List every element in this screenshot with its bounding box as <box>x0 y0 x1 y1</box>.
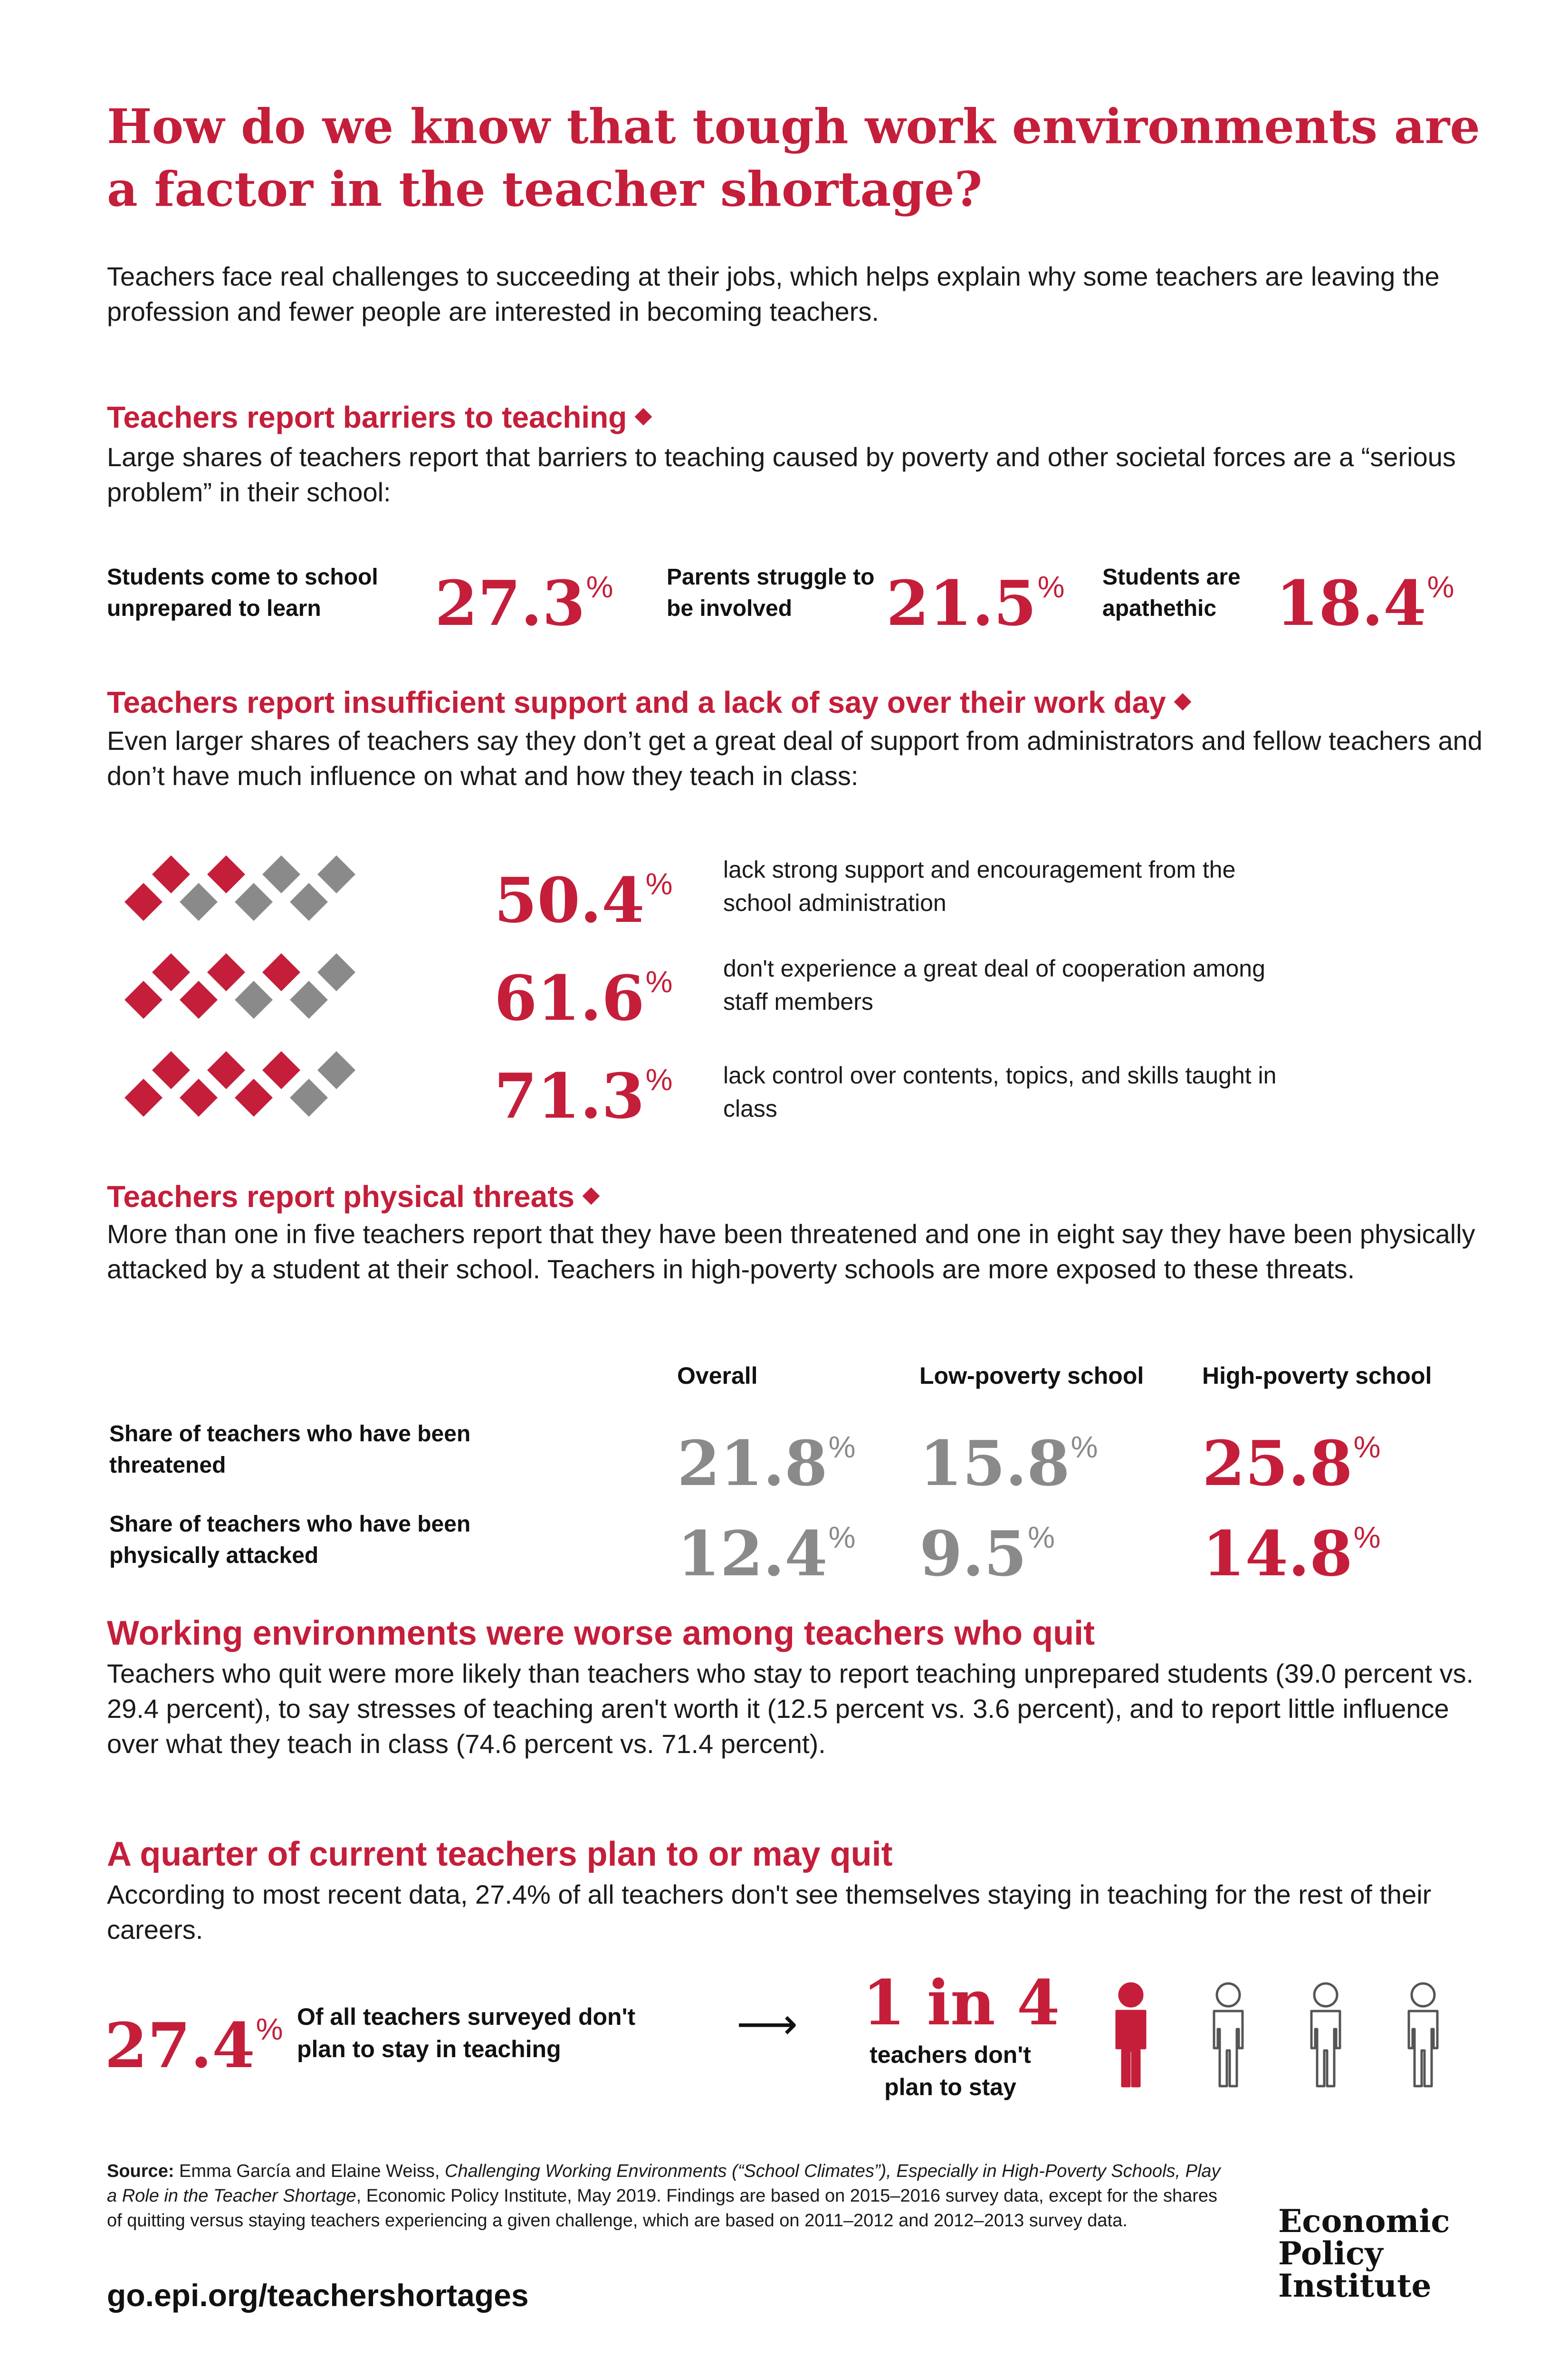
quarter-heading: A quarter of current teachers plan to or may quit <box>107 1835 893 1873</box>
diamond-empty <box>290 981 328 1019</box>
person-icon-outline <box>1311 1983 1340 2086</box>
person-icon-outline <box>1409 1983 1437 2086</box>
threatened-overall: 21.8% <box>677 1427 856 1500</box>
diamond-empty <box>290 1079 328 1117</box>
threat-row-label-1: Share of teachers who have been threatened <box>109 1421 471 1478</box>
support-value-1: 50.4% <box>494 864 673 937</box>
threat-row-label-2: Share of teachers who have been physically attacked <box>109 1512 471 1568</box>
diamond-empty <box>235 981 273 1019</box>
diamond-empty <box>317 1051 355 1089</box>
epi-logo: Economic Policy Institute <box>1278 2203 1450 2304</box>
barrier-label-3: Students are apathethic <box>1102 565 1241 621</box>
support-label-3: lack control over contents, topics, and skills taught in class <box>723 1062 1277 1122</box>
attacked-overall: 12.4% <box>677 1517 856 1590</box>
ratio-value: 1 in 4 <box>862 1966 1060 2039</box>
diamond-filled <box>262 953 300 991</box>
threatened-low-poverty: 15.8% <box>919 1427 1098 1500</box>
diamond-filled <box>207 1051 245 1089</box>
diamond-empty <box>317 953 355 991</box>
teacher-figures <box>1102 1982 1482 2100</box>
diamond-filled <box>180 981 218 1019</box>
attacked-low-poverty: 9.5% <box>919 1517 1055 1590</box>
support-text: Even larger shares of teachers say they don’t get a great deal of support from administrators and fellow teachers and don’t have much influence on what and how they teach in class: <box>107 726 1482 791</box>
person-icon-filled <box>1117 1983 1145 2086</box>
diamond-icon <box>635 408 652 426</box>
source-link[interactable]: go.epi.org/teachershortages <box>107 2278 529 2313</box>
diamond-filled <box>262 1051 300 1089</box>
support-heading: Teachers report insufficient support and a lack of say over their work day <box>107 684 1189 720</box>
diamond-empty <box>180 883 218 921</box>
barrier-value-1: 27.3% <box>435 567 613 640</box>
diamond-icon <box>1174 693 1191 711</box>
diamond-filled <box>207 855 245 893</box>
diamond-filled <box>152 953 190 991</box>
intro-text: Teachers face real challenges to succeeding at their jobs, which helps explain why some teachers are leaving the profession and fewer people are interested in becoming teachers. <box>107 261 1440 326</box>
diamond-row-3 <box>124 1051 355 1117</box>
diamond-filled <box>152 1051 190 1089</box>
barrier-label-2: Parents struggle to be involved <box>667 565 875 621</box>
diamond-icon <box>583 1188 600 1205</box>
threats-heading: Teachers report physical threats <box>107 1178 597 1215</box>
diamond-empty <box>262 855 300 893</box>
diamond-filled <box>124 981 163 1019</box>
quarter-value-label: Of all teachers surveyed don't plan to stay in teaching <box>297 2003 636 2062</box>
barrier-value-2: 21.5% <box>886 567 1065 640</box>
ratio-label: teachers don't plan to stay <box>870 2041 1031 2100</box>
page-title: How do we know that tough work environments are a factor in the teacher shortage? <box>107 98 1480 217</box>
diamond-filled <box>124 1079 163 1117</box>
quit-text: Teachers who quit were more likely than teachers who stay to report teaching unprepared students (39.0 percent vs. 29.4 percent), to say stresses of teaching aren't worth it (12.5 percent vs. 3.6 percent), and to report little influence over what they teach in class (74.6 percent vs. 71.4 percent). <box>107 1658 1474 1759</box>
quit-heading: Working environments were worse among teachers who quit <box>107 1614 1095 1652</box>
diamond-empty <box>317 855 355 893</box>
person-icon-outline <box>1214 1983 1243 2086</box>
diamond-row-2 <box>124 953 355 1019</box>
column-header-low-poverty: Low-poverty school <box>919 1362 1144 1389</box>
barriers-heading: Teachers report barriers to teaching <box>107 399 650 435</box>
barrier-label-1: Students come to school unprepared to learn <box>107 565 378 621</box>
diamond-row-1 <box>124 855 355 921</box>
barrier-value-3: 18.4% <box>1276 567 1454 640</box>
diamond-empty <box>235 883 273 921</box>
quarter-text: According to most recent data, 27.4% of all teachers don't see themselves staying in teaching for the rest of their careers. <box>107 1879 1432 1945</box>
column-header-overall: Overall <box>677 1362 758 1389</box>
quarter-value: 27.4% <box>105 2009 283 2082</box>
diamond-filled <box>152 855 190 893</box>
right-arrow-icon: ⟶ <box>736 2001 798 2048</box>
support-diamond-grids <box>114 851 447 1136</box>
support-label-1: lack strong support and encouragement from the school administration <box>723 856 1236 916</box>
threatened-high-poverty: 25.8% <box>1202 1427 1381 1500</box>
column-header-high-poverty: High-poverty school <box>1202 1362 1432 1389</box>
support-value-2: 61.6% <box>494 962 673 1035</box>
diamond-filled <box>124 883 163 921</box>
diamond-empty <box>290 883 328 921</box>
threats-text: More than one in five teachers report that they have been threatened and one in eight say they have been physically attacked by a student at their school. Teachers in high-poverty schools are more exposed to these threats. <box>107 1219 1475 1284</box>
diamond-filled <box>207 953 245 991</box>
diamond-filled <box>180 1079 218 1117</box>
diamond-filled <box>235 1079 273 1117</box>
barriers-text: Large shares of teachers report that barriers to teaching caused by poverty and other societal forces are a “serious problem” in their school: <box>107 442 1456 507</box>
source-note: Source: Emma García and Elaine Weiss, Challenging Working Environments (“School Climates”), Especially in High-Poverty Schools, Play a Role in the Teacher Shortage, Economic Policy Institute, May 2019. Findings are based on 2015–2016 survey data, except for the shares of quitting versus staying teachers experiencing a given challenge, which are based on 2011–2012 and 2012–2013 survey data. <box>107 2161 1221 2231</box>
attacked-high-poverty: 14.8% <box>1202 1517 1381 1590</box>
support-label-2: don't experience a great deal of cooperation among staff members <box>723 955 1265 1015</box>
support-value-3: 71.3% <box>494 1060 673 1132</box>
